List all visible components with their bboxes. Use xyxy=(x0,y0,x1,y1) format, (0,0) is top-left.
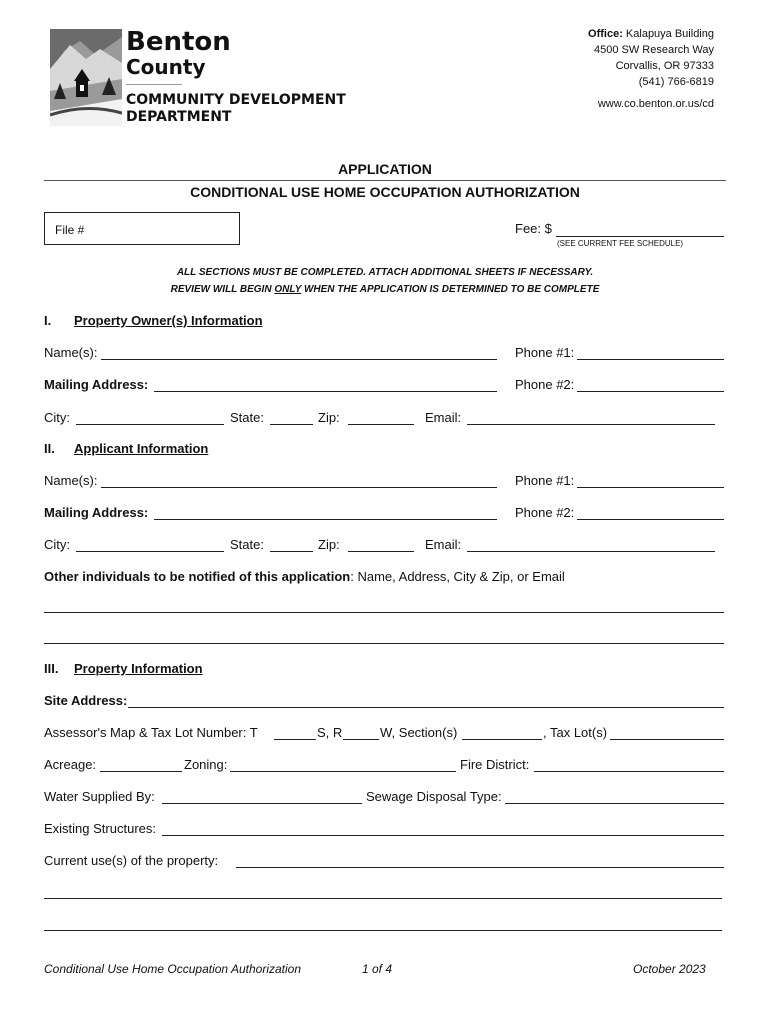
instructions-line1: ALL SECTIONS MUST BE COMPLETED. ATTACH ADDITIONAL SHEETS IF NECESSARY. xyxy=(176,267,594,278)
dept-name-line1: COMMUNITY DEVELOPMENT xyxy=(126,92,346,108)
taxlot-input[interactable] xyxy=(610,739,724,740)
section2-title: Applicant Information xyxy=(74,441,209,456)
applicant-zip-input[interactable] xyxy=(348,551,414,552)
applicant-zip-label: Zip: xyxy=(318,537,340,552)
office-phone: (541) 766-6819 xyxy=(638,76,714,88)
file-number-box[interactable] xyxy=(44,212,240,245)
section3-title: Property Information xyxy=(74,661,203,676)
applicant-phone2-input[interactable] xyxy=(577,519,724,520)
office-building: Kalapuya Building xyxy=(625,28,714,40)
file-number-label: File # xyxy=(55,223,85,237)
structures-input[interactable] xyxy=(162,835,724,836)
owner-zip-label: Zip: xyxy=(318,410,340,425)
owner-mailing-label: Mailing Address: xyxy=(44,377,149,392)
owner-city-label: City: xyxy=(44,410,70,425)
site-address-input[interactable] xyxy=(128,707,724,708)
current-use-input-2[interactable] xyxy=(44,898,722,899)
fee-label: Fee: $ xyxy=(515,221,552,236)
fire-district-label: Fire District: xyxy=(460,757,530,772)
section3-number: III. xyxy=(44,661,59,676)
structures-label: Existing Structures: xyxy=(44,821,156,836)
dept-name-line2: DEPARTMENT xyxy=(126,109,232,125)
applicant-names-label: Name(s): xyxy=(44,473,98,488)
applicant-state-input[interactable] xyxy=(270,551,313,552)
section-label: W, Section(s) xyxy=(380,725,458,740)
office-web: www.co.benton.or.us/cd xyxy=(597,98,714,110)
mountain-landscape-icon xyxy=(50,29,122,126)
footer-page-number: 1 of 4 xyxy=(362,962,393,976)
section1-title: Property Owner(s) Information xyxy=(74,313,263,328)
zoning-input[interactable] xyxy=(230,771,456,772)
other-individuals-input-2[interactable] xyxy=(44,643,724,644)
logo-county: County xyxy=(126,55,206,79)
owner-email-label: Email: xyxy=(425,410,462,425)
applicant-city-label: City: xyxy=(44,537,70,552)
fee-input[interactable] xyxy=(556,236,724,237)
township-input[interactable] xyxy=(274,739,316,740)
owner-names-input[interactable] xyxy=(101,359,497,360)
water-input[interactable] xyxy=(162,803,362,804)
applicant-state-label: State: xyxy=(230,537,264,552)
assessor-label: Assessor's Map & Tax Lot Number: T xyxy=(44,725,258,740)
fire-district-input[interactable] xyxy=(534,771,724,772)
current-use-label: Current use(s) of the property: xyxy=(44,853,219,868)
other-individuals-input-1[interactable] xyxy=(44,612,724,613)
page-title: APPLICATION xyxy=(338,161,432,177)
applicant-phone1-input[interactable] xyxy=(577,487,724,488)
owner-phone2-input[interactable] xyxy=(577,391,724,392)
applicant-mailing-label: Mailing Address: xyxy=(44,505,149,520)
logo-benton: Benton xyxy=(126,27,231,57)
owner-names-label: Name(s): xyxy=(44,345,98,360)
applicant-phone1-label: Phone #1: xyxy=(515,473,575,488)
applicant-mailing-input[interactable] xyxy=(154,519,497,520)
section-input[interactable] xyxy=(462,739,542,740)
footer-doc-title: Conditional Use Home Occupation Authorization xyxy=(44,962,302,976)
owner-phone2-label: Phone #2: xyxy=(515,377,575,392)
sr-label: S, R xyxy=(317,725,343,740)
owner-city-input[interactable] xyxy=(76,424,224,425)
section2-number: II. xyxy=(44,441,55,456)
section1-number: I. xyxy=(44,313,52,328)
office-street: 4500 SW Research Way xyxy=(593,44,714,56)
range-input[interactable] xyxy=(343,739,379,740)
owner-state-label: State: xyxy=(230,410,264,425)
instructions-line2: REVIEW WILL BEGIN ONLY WHEN THE APPLICATION IS DETERMINED TO BE COMPLETE xyxy=(170,284,600,295)
other-individuals-label: Other individuals to be notified of this application: Name, Address, City & Zip, or Email xyxy=(44,569,565,584)
owner-phone1-input[interactable] xyxy=(577,359,724,360)
water-label: Water Supplied By: xyxy=(44,789,155,804)
title-rule xyxy=(44,180,726,181)
sewage-input[interactable] xyxy=(505,803,724,804)
site-address-label: Site Address: xyxy=(44,693,128,708)
owner-zip-input[interactable] xyxy=(348,424,414,425)
owner-phone1-label: Phone #1: xyxy=(515,345,575,360)
owner-mailing-input[interactable] xyxy=(154,391,497,392)
owner-email-input[interactable] xyxy=(467,424,715,425)
office-label: Office: xyxy=(588,28,623,40)
zoning-label: Zoning: xyxy=(184,757,228,772)
current-use-input-3[interactable] xyxy=(44,930,722,931)
applicant-email-input[interactable] xyxy=(467,551,715,552)
applicant-email-label: Email: xyxy=(425,537,462,552)
applicant-names-input[interactable] xyxy=(101,487,497,488)
current-use-input[interactable] xyxy=(236,867,724,868)
page-subtitle: CONDITIONAL USE HOME OCCUPATION AUTHORIZATION xyxy=(190,184,580,200)
acreage-input[interactable] xyxy=(100,771,182,772)
footer-date: October 2023 xyxy=(633,962,706,976)
acreage-label: Acreage: xyxy=(44,757,97,772)
sewage-label: Sewage Disposal Type: xyxy=(366,789,502,804)
logo-divider xyxy=(126,84,182,85)
taxlot-label: , Tax Lot(s) xyxy=(543,725,608,740)
only-emphasis: ONLY xyxy=(274,284,302,295)
office-info xyxy=(588,26,714,112)
owner-state-input[interactable] xyxy=(270,424,313,425)
applicant-city-input[interactable] xyxy=(76,551,224,552)
fee-note: (SEE CURRENT FEE SCHEDULE) xyxy=(557,239,684,248)
office-city: Corvallis, OR 97333 xyxy=(615,60,714,72)
county-logo xyxy=(50,29,122,126)
applicant-phone2-label: Phone #2: xyxy=(515,505,575,520)
